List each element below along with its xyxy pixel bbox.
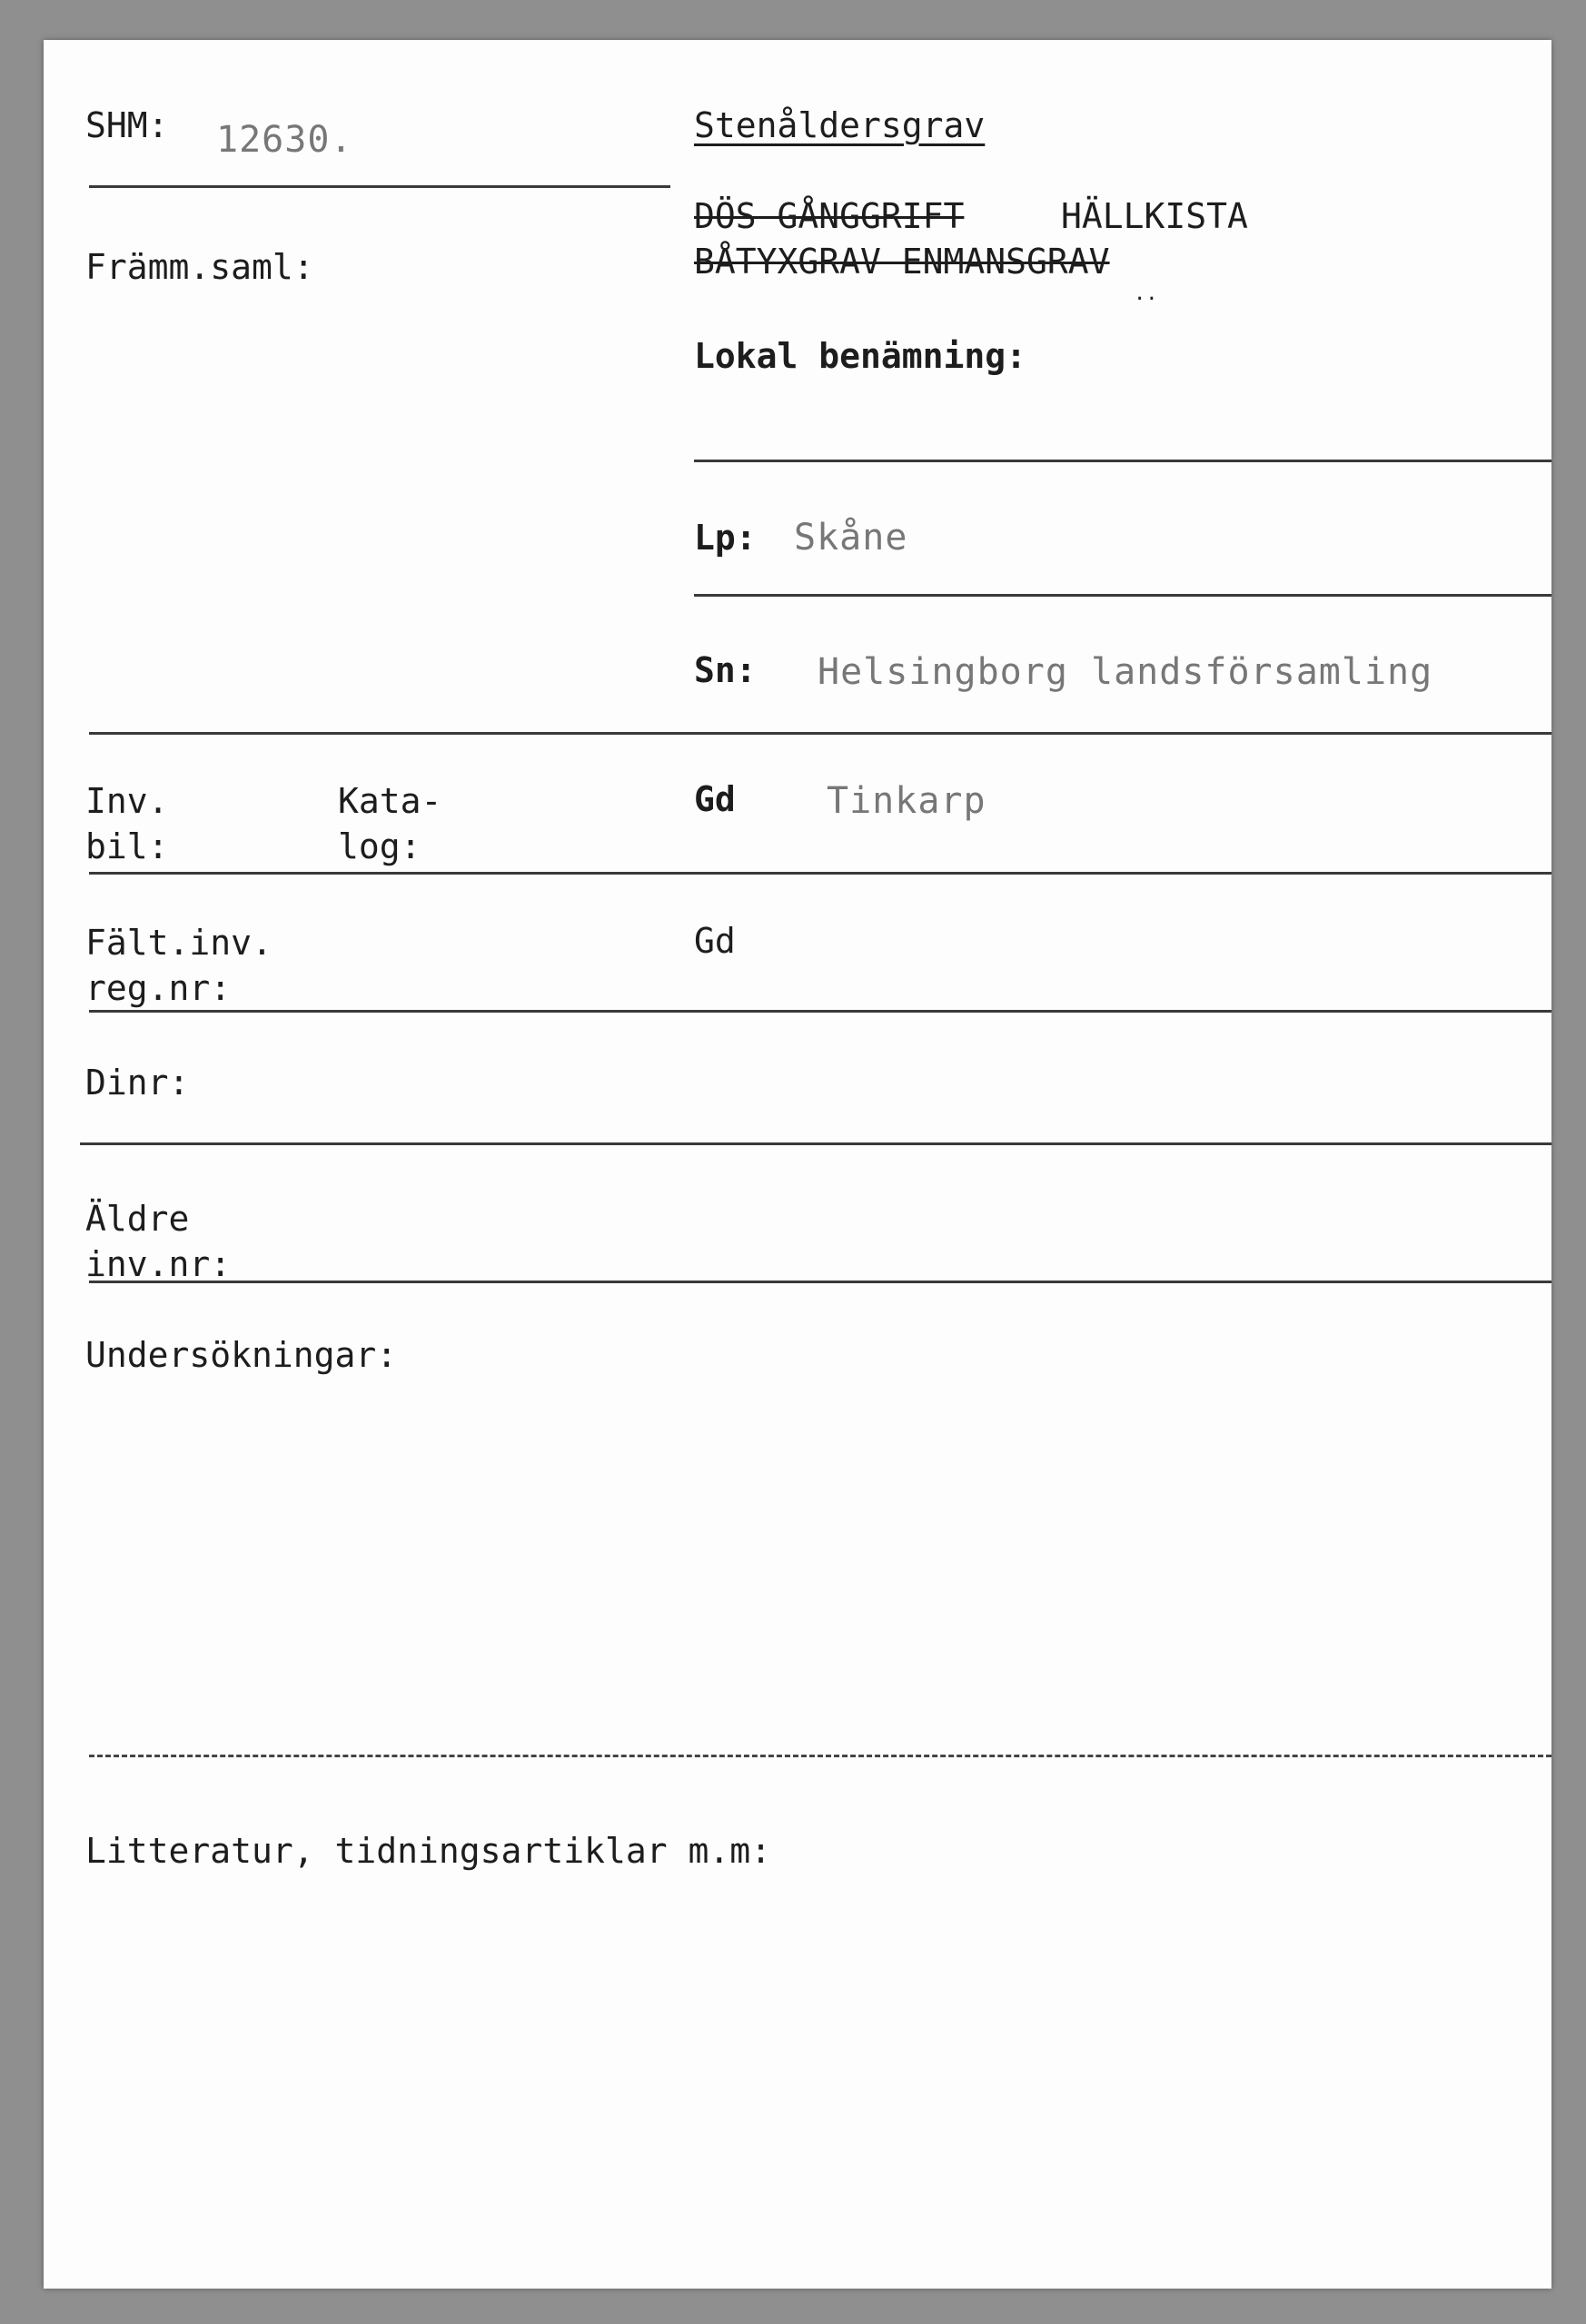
divider-inv	[89, 872, 1551, 875]
lp-value: Skåne	[794, 517, 908, 559]
aldre-inv-label-2: inv.nr:	[85, 1244, 232, 1284]
divider-undersokningar	[89, 1755, 1551, 1757]
divider-aldre	[89, 1281, 1551, 1283]
divider-dinr	[80, 1142, 1551, 1145]
shm-label: SHM:	[85, 105, 169, 145]
shm-value: 12630.	[216, 119, 353, 161]
gd-label-1: Gd	[694, 779, 736, 819]
aldre-inv-label-1: Äldre	[85, 1199, 190, 1239]
inv-bil-label-2: bil:	[85, 826, 169, 866]
litteratur-label: Litteratur, tidningsartiklar m.m:	[85, 1831, 771, 1871]
sn-label: Sn:	[694, 650, 757, 690]
gd-value-1: Tinkarp	[827, 780, 986, 822]
divider-lokal	[694, 460, 1551, 462]
katalog-label-2: log:	[338, 826, 421, 866]
grave-type-dos-gang: DÖS GÅNGGRIFT	[694, 196, 965, 236]
lp-label: Lp:	[694, 518, 757, 558]
divider-sn	[89, 732, 1551, 735]
gd-label-2: Gd	[694, 921, 736, 961]
inv-bil-label-1: Inv.	[85, 781, 169, 821]
katalog-label-1: Kata-	[338, 781, 442, 821]
catalog-card	[44, 40, 1551, 2289]
divider-falt	[89, 1010, 1551, 1013]
dots-mark: ..	[1134, 282, 1158, 305]
category-title: Stenåldersgrav	[694, 105, 986, 145]
grave-type-batyx-enmans: BÅTYXGRAV ENMANSGRAV	[694, 242, 1110, 282]
undersokningar-label: Undersökningar:	[85, 1335, 398, 1375]
sn-value: Helsingborg landsförsamling	[818, 651, 1433, 693]
divider-shm	[89, 185, 670, 188]
dinr-label: Dinr:	[85, 1063, 190, 1103]
falt-inv-label-2: reg.nr:	[85, 968, 232, 1008]
grave-type-hallkista: HÄLLKISTA	[1061, 196, 1248, 236]
divider-lp	[694, 594, 1551, 597]
framm-saml-label: Främm.saml:	[85, 247, 314, 287]
falt-inv-label-1: Fält.inv.	[85, 923, 273, 963]
lokal-benamning-label: Lokal benämning:	[694, 336, 1027, 376]
